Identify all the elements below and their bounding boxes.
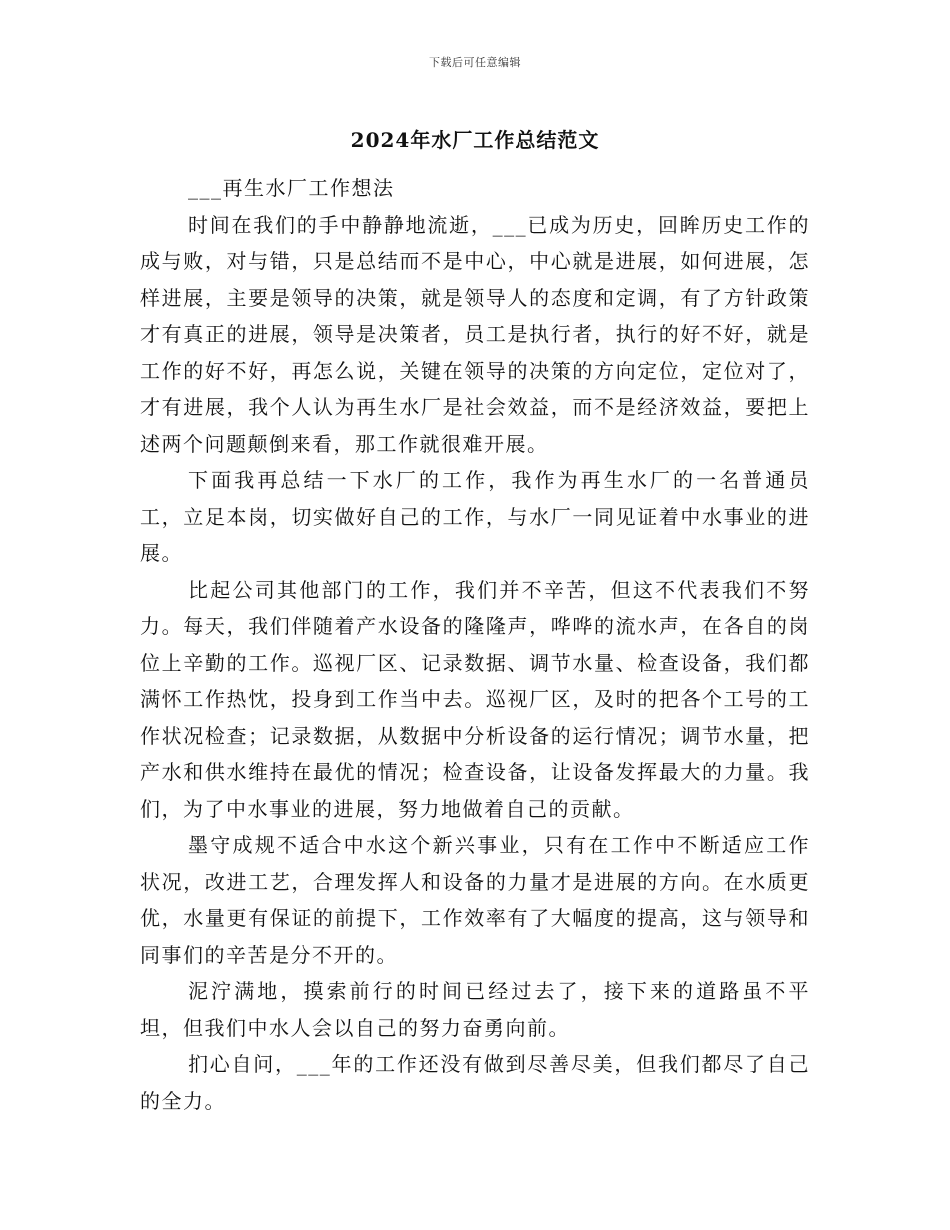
paragraph: 比起公司其他部门的工作，我们并不辛苦，但这不代表我们不努力。每天，我们伴随着产水设备的隆隆声，哗哗的流水声，在各自的岗位上辛勤的工作。巡视厂区、记录数据、调节水量、检查设备，我们都满怀工作热忱，投身到工作当中去。巡视厂区，及时的把各个工号的工作状况检查；记录数据，从数据中分析设备的运行情况；调节水量，把产水和供水维持在最优的情况；检查设备，让设备发挥最大的力量。我们，为了中水事业的进展，努力地做着自己的贡献。 bbox=[140, 577, 810, 821]
paragraph: 墨守成规不适合中水这个新兴事业，只有在工作中不断适应工作状况，改进工艺，合理发挥人和设备的力量才是进展的方向。在水质更优，水量更有保证的前提下，工作效率有了大幅度的提高，这与领导和同事们的辛苦是分不开的。 bbox=[140, 833, 810, 967]
paragraph: 泥泞满地，摸索前行的时间已经过去了，接下来的道路虽不平坦，但我们中水人会以自己的努力奋勇向前。 bbox=[140, 979, 810, 1040]
paragraph: 时间在我们的手中静静地流逝，___已成为历史，回眸历史工作的成与败，对与错，只是总结而不是中心，中心就是进展，如何进展，怎样进展，主要是领导的决策，就是领导人的态度和定调，有了方针政策才有真正的进展，领导是决策者，员工是执行者，执行的好不好，就是工作的好不好，再怎么说，关键在领导的决策的方向定位，定位对了，才有进展，我个人认为再生水厂是社会效益，而不是经济效益，要把上述两个问题颠倒来看，那工作就很难开展。 bbox=[140, 212, 810, 456]
paragraph-subtitle: ___再生水厂工作想法 bbox=[188, 176, 395, 200]
page-header-note: 下载后可任意编辑 bbox=[429, 56, 521, 69]
paragraph: 扪心自问，___年的工作还没有做到尽善尽美，但我们都尽了自己的全力。 bbox=[140, 1052, 810, 1113]
document-body bbox=[140, 170, 810, 1119]
paragraph: 下面我再总结一下水厂的工作，我作为再生水厂的一名普通员工，立足本岗，切实做好自己的工作，与水厂一同见证着中水事业的进展。 bbox=[140, 468, 810, 565]
document-title: 2024年水厂工作总结范文 bbox=[350, 128, 600, 152]
